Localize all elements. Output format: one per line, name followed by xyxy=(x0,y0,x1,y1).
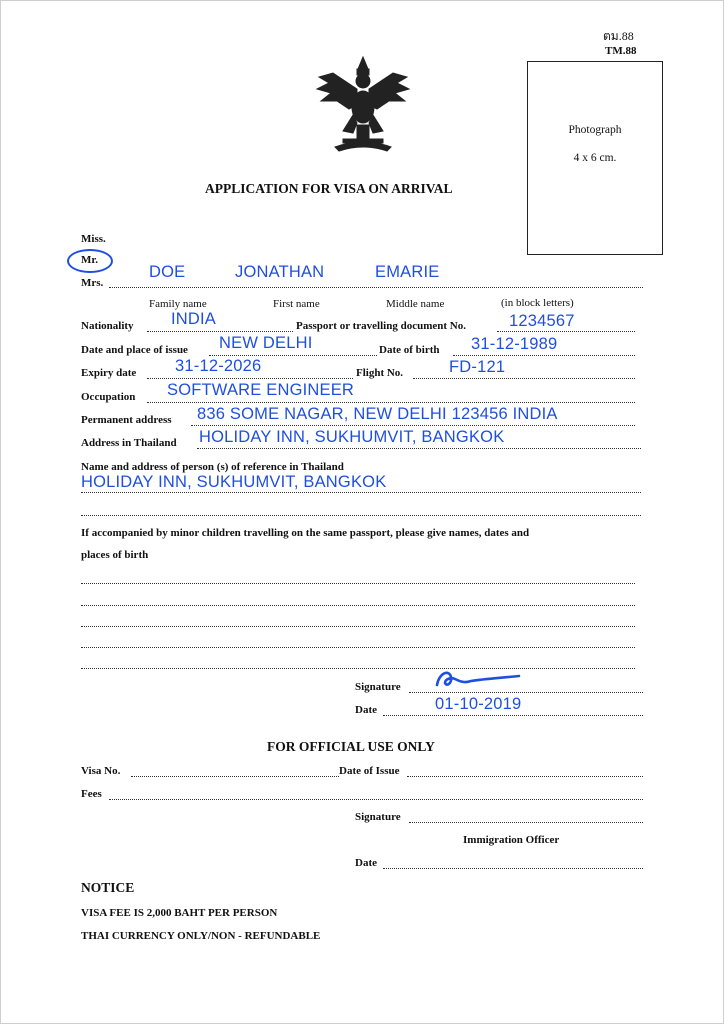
occupation-line xyxy=(147,402,635,403)
reference-label: Name and address of person (s) of reference in Thailand xyxy=(81,461,344,473)
photo-box xyxy=(527,61,663,255)
passport-value[interactable]: 1234567 xyxy=(509,312,575,330)
children-line-1 xyxy=(81,583,635,584)
middle-name-value[interactable]: EMARIE xyxy=(375,263,440,281)
official-use-title: FOR OFFICIAL USE ONLY xyxy=(267,739,435,754)
block-letters-note: (in block letters) xyxy=(501,297,574,309)
dob-value[interactable]: 31-12-1989 xyxy=(471,335,558,353)
official-date-line xyxy=(383,868,643,869)
permanent-address-value[interactable]: 836 SOME NAGAR, NEW DELHI 123456 INDIA xyxy=(197,405,558,423)
flight-label: Flight No. xyxy=(356,367,404,379)
dob-label: Date of birth xyxy=(379,344,440,356)
flight-value[interactable]: FD-121 xyxy=(449,358,506,376)
first-name-label: First name xyxy=(273,298,320,310)
form-code-thai: ตม.88 xyxy=(603,29,634,43)
notice-title: NOTICE xyxy=(81,880,135,895)
dob-line xyxy=(453,355,635,356)
issue-line xyxy=(209,355,377,356)
permanent-address-label: Permanent address xyxy=(81,414,172,426)
expiry-line xyxy=(147,378,353,379)
nationality-label: Nationality xyxy=(81,320,134,332)
children-label-2: places of birth xyxy=(81,549,149,561)
fees-line xyxy=(109,799,643,800)
family-name-value[interactable]: DOE xyxy=(149,263,186,281)
date-line xyxy=(383,715,643,716)
children-line-5 xyxy=(81,668,635,669)
thailand-address-line xyxy=(197,448,641,449)
applicant-signature[interactable] xyxy=(433,665,525,693)
occupation-label: Occupation xyxy=(81,391,136,403)
date-label: Date xyxy=(355,704,377,716)
immigration-officer-label: Immigration Officer xyxy=(463,834,560,846)
children-label: If accompanied by minor children travelling on the same passport, please give names, dates and xyxy=(81,527,530,539)
thailand-address-value[interactable]: HOLIDAY INN, SUKHUMVIT, BANGKOK xyxy=(199,428,505,446)
reference-value[interactable]: HOLIDAY INN, SUKHUMVIT, BANGKOK xyxy=(81,473,387,491)
signature-label: Signature xyxy=(355,681,401,693)
official-date-label: Date xyxy=(355,857,377,869)
title-miss[interactable]: Miss. xyxy=(81,233,106,245)
passport-line xyxy=(497,331,635,332)
flight-line xyxy=(413,378,635,379)
date-of-issue-line xyxy=(407,776,643,777)
children-line-3 xyxy=(81,626,635,627)
reference-line-2 xyxy=(81,515,641,516)
issue-label: Date and place of issue xyxy=(81,344,188,356)
children-line-4 xyxy=(81,647,635,648)
official-signature-line xyxy=(409,822,643,823)
expiry-value[interactable]: 31-12-2026 xyxy=(175,357,262,375)
reference-line-1 xyxy=(81,492,641,493)
family-name-label: Family name xyxy=(149,298,207,310)
notice-line-1: VISA FEE IS 2,000 BAHT PER PERSON xyxy=(81,907,278,919)
visa-no-label: Visa No. xyxy=(81,765,121,777)
middle-name-label: Middle name xyxy=(386,298,445,310)
first-name-value[interactable]: JONATHAN xyxy=(235,263,325,281)
garuda-emblem-icon xyxy=(313,53,413,159)
title-mr[interactable]: Mr. xyxy=(81,254,99,266)
occupation-value[interactable]: SOFTWARE ENGINEER xyxy=(167,381,355,399)
form-code-en: TM.88 xyxy=(605,45,637,57)
nationality-value[interactable]: INDIA xyxy=(171,310,217,328)
thailand-address-label: Address in Thailand xyxy=(81,437,177,449)
photo-label: Photograph xyxy=(568,124,622,136)
date-of-issue-label: Date of Issue xyxy=(339,765,400,777)
fees-label: Fees xyxy=(81,788,102,800)
name-line xyxy=(109,287,643,288)
visa-no-line xyxy=(131,776,339,777)
issue-value[interactable]: NEW DELHI xyxy=(219,334,313,352)
title-mr-selected-mark xyxy=(67,249,113,273)
form-title: APPLICATION FOR VISA ON ARRIVAL xyxy=(205,181,453,196)
date-value[interactable]: 01-10-2019 xyxy=(435,695,522,713)
children-line-2 xyxy=(81,605,635,606)
expiry-label: Expiry date xyxy=(81,367,137,379)
notice-line-2: THAI CURRENCY ONLY/NON - REFUNDABLE xyxy=(81,930,321,942)
title-mrs[interactable]: Mrs. xyxy=(81,277,104,289)
official-signature-label: Signature xyxy=(355,811,401,823)
nationality-line xyxy=(147,331,293,332)
permanent-address-line xyxy=(191,425,635,426)
photo-size: 4 x 6 cm. xyxy=(573,152,617,164)
passport-label: Passport or travelling document No. xyxy=(296,320,466,332)
